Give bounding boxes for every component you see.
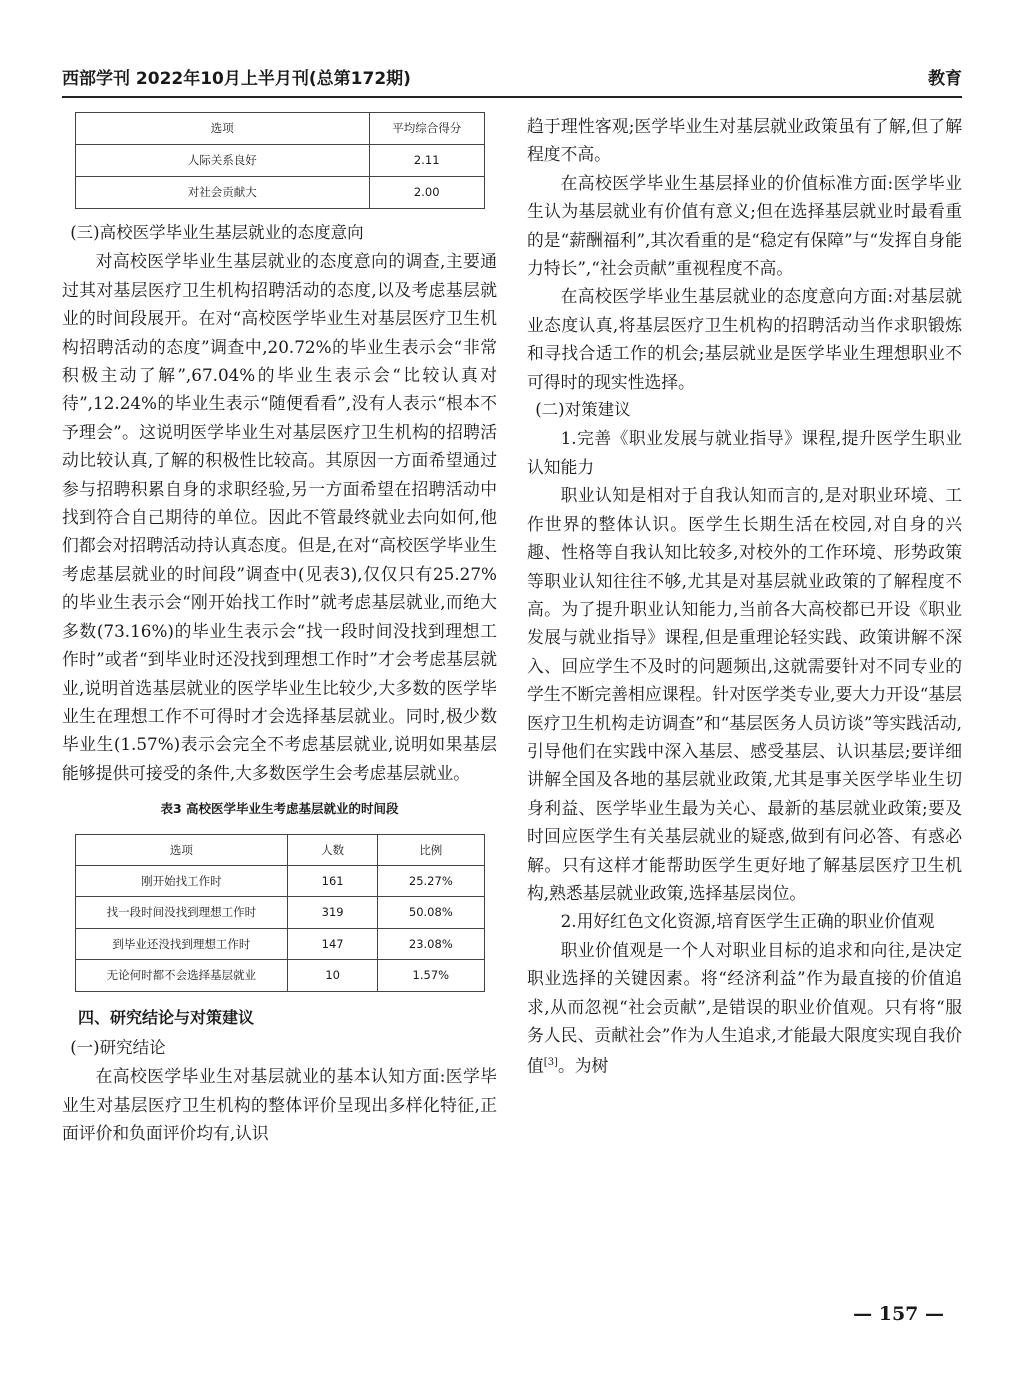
subheading: (二)对策建议 [535,400,631,420]
table-caption: 表3 高校医学毕业生考虑基层就业的时间段 [160,801,399,817]
table-row [75,177,484,209]
table-header-row [75,834,484,865]
paragraph: 在高校医学毕业生对基层就业的基本认知方面:医学毕业生对基层医疗卫生机构的整体评价呈现出多样化特征,正面评价和负面评价均有,认识 [62,1066,497,1144]
paragraph: 在高校医学毕业生基层就业的态度意向方面:对基层就业态度认真,将基层医疗卫生机构的招聘活动当作求职锻炼和寻找合适工作的机会;基层就业是医学毕业生理想职业不可得时的现实性选择。 [527,286,962,392]
paragraph-text: 职业价值观是一个人对职业目标的追求和向往,是决定职业选择的关键因素。将“经济利益”作为最直接的价值追求,从而忽视“社会贡献”,是错误的职业价值观。只有将“服务人民、贡献社会”作为人生追求,才能最大限度实现自我价值 [527,939,962,1076]
header-rule [62,96,962,98]
table-header-row [75,113,484,145]
table-cell: 319 [288,897,378,928]
table-cell: 23.08% [378,928,484,959]
table-header-cell: 比例 [378,834,484,865]
citation-ref: [3] [543,1057,558,1069]
running-header [62,64,962,94]
page-number: — 157 — [853,1303,944,1325]
paragraph: 对高校医学毕业生基层就业的态度意向的调查,主要通过其对基层医疗卫生机构招聘活动的态度,以及考虑基层就业的时间段展开。在对“高校医学毕业生对基层医疗卫生机构招聘活动的态度”调查中,20.72%的毕业生表示会“非常积极主动了解”,67.04%的毕业生表示会“比较认真对待”,12.24%的毕业生表示“随便看看”,没有人表示“根本不予理会”。这说明医学毕业生对基层医疗卫生机构的招聘活动比较认真,了解的积极性比较高。其原因一方面希望通过参与招聘积累自身的求职经验,另一方面希望在招聘活动中找到符合自己期待的单位。因此不管最终就业去向如何,他们都会对招聘活动持认真态度。但是,在对“高校医学毕业生考虑基层就业的时间段”调查中(见表3),仅仅只有25.27%的毕业生表示会“刚开始找工作时”就考虑基层就业,而绝大多数(73.16%)的毕业生表示会“找一段时间没找到理想工作时”或者“到毕业时还没找到理想工作时”才会考虑基层就业,说明首选基层就业的医学毕业生比较少,大多数的医学毕业生在理想工作不可得时才会选择基层就业。同时,极少数毕业生(1.57%)表示会完全不考虑基层就业,说明如果基层能够提供可接受的条件,大多数医学生会考虑基层就业。 [62,251,497,783]
paragraph-tail: 。为树 [557,1056,609,1076]
table-header-cell: 平均综合得分 [369,113,484,145]
table-cell: 无论何时都不会选择基层就业 [75,960,288,991]
table-row [75,897,484,928]
table-cell: 1.57% [378,960,484,991]
table-cell: 161 [288,865,378,896]
paragraph [527,936,962,1081]
numbered-heading: 1.完善《职业发展与就业指导》课程,提升医学生职业认知能力 [527,428,962,477]
table-row [75,928,484,959]
table-header-cell: 选项 [75,834,288,865]
left-column [62,112,497,1148]
paragraph: 趋于理性客观;医学毕业生对基层就业政策虽有了解,但了解程度不高。 [527,116,962,165]
table-cell: 25.27% [378,865,484,896]
table-header-cell: 人数 [288,834,378,865]
table-3 [75,834,485,992]
numbered-heading: 2.用好红色文化资源,培育医学生正确的职业价值观 [560,911,935,932]
table-cell: 刚开始找工作时 [75,865,288,896]
table-header-cell: 选项 [75,113,369,145]
section-heading: 四、研究结论与对策建议 [78,1007,255,1027]
section-name: 教育 [928,69,962,89]
table-cell: 10 [288,960,378,991]
subheading: (三)高校医学毕业生基层就业的态度意向 [70,223,364,242]
paragraph: 在高校医学毕业生基层择业的价值标准方面:医学毕业生认为基层就业有价值有意义;但在选择基层就业时最看重的是“薪酬福利”,其次看重的是“稳定有保障”与“发挥自身能力特长”,“社会贡献”重视程度不高。 [527,172,962,279]
subheading: (一)研究结论 [70,1037,166,1057]
table-cell: 50.08% [378,897,484,928]
table-cell: 找一段时间没找到理想工作时 [75,897,288,928]
table-cell: 2.11 [369,145,484,177]
journal-title: 西部学刊 2022年10月上半月刊(总第172期) [62,69,411,89]
table-cell: 到毕业还没找到理想工作时 [75,928,288,959]
right-column [527,112,962,1080]
table-row [75,865,484,896]
table-cell: 2.00 [369,177,484,209]
table-cell: 147 [288,928,378,959]
paragraph: 职业认知是相对于自我认知而言的,是对职业环境、工作世界的整体认识。医学生长期生活在校园,对自身的兴趣、性格等自我认知比较多,对校外的工作环境、形势政策等职业认知往往不够,尤其是对基层就业政策的了解程度不高。为了提升职业认知能力,当前各大高校都已开设《职业发展与就业指导》课程,但是重理论轻实践、政策讲解不深入、回应学生不及时的问题频出,这就需要针对不同专业的学生不断完善相应课程。针对医学类专业,要大力开设“基层医疗卫生机构走访调查”和“基层医务人员访谈”等实践活动,引导他们在实践中深入基层、感受基层、认识基层;要详细讲解全国及各地的基层就业政策,尤其是事关医学毕业生切身利益、医学毕业生最为关心、最新的基层就业政策;要及时回应医学生有关基层就业的疑惑,做到有问必答、有惑必解。只有这样才能帮助医学生更好地了解基层医疗卫生机构,熟悉基层就业政策,选择基层岗位。 [527,485,962,903]
table-top [75,112,485,209]
table-cell: 对社会贡献大 [75,177,369,209]
table-cell: 人际关系良好 [75,145,369,177]
table-row [75,960,484,991]
table-row [75,145,484,177]
